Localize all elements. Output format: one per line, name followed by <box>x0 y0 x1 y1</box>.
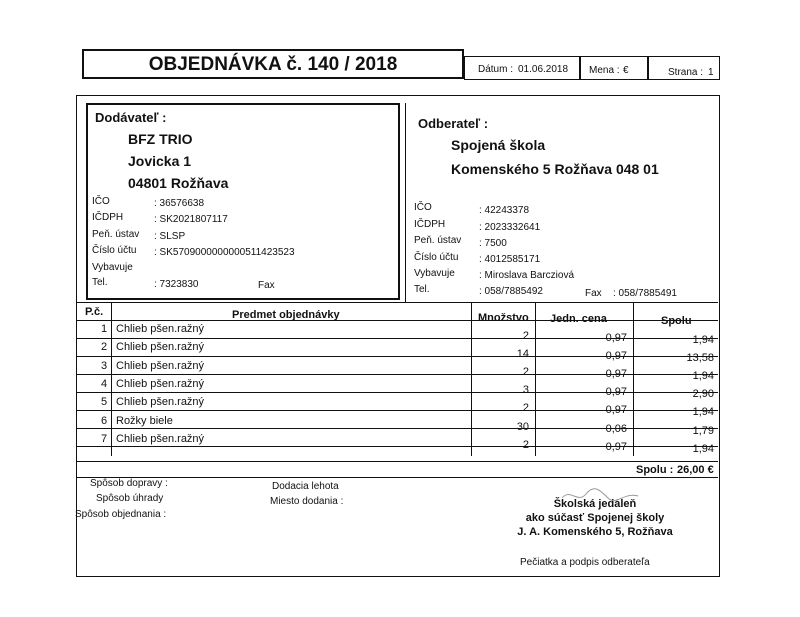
signature-label: Pečiatka a podpis odberateľa <box>520 557 650 568</box>
row-line <box>77 320 718 321</box>
supplier-field-label: Vybavuje <box>92 262 133 273</box>
col-line <box>111 302 112 456</box>
row-line <box>77 477 718 478</box>
row-number: 5 <box>101 396 108 408</box>
supplier-field-label: IČO <box>92 196 110 207</box>
col-header-qty: Množstvo <box>478 312 529 324</box>
transport-label: Spôsob dopravy : <box>90 478 168 489</box>
customer-field-label: Peň. ústav <box>414 235 462 246</box>
row-total: 1,94 <box>692 334 714 346</box>
row-number: 4 <box>101 378 108 390</box>
supplier-field-value: : 7323830 <box>154 279 199 290</box>
customer-name: Spojená škola <box>451 137 546 153</box>
row-number: 6 <box>101 415 108 427</box>
currency-value: € <box>623 65 629 76</box>
page-title: OBJEDNÁVKA č. 140 / 2018 <box>148 54 398 75</box>
supplier-field-value: : 36576638 <box>154 198 205 209</box>
row-unit-price: 0,97 <box>605 368 627 380</box>
row-unit-price: 0,97 <box>605 332 627 344</box>
row-unit-price: 0,97 <box>605 350 627 362</box>
supplier-street: Jovicka 1 <box>128 153 192 169</box>
customer-field-value: : 42243378 <box>479 205 530 216</box>
row-item-name: Chlieb pšen.ražný <box>116 341 205 353</box>
stamp-line: J. A. Komenského 5, Rožňava <box>517 526 673 538</box>
supplier-field-label: Peň. ústav <box>92 229 140 240</box>
row-item-name: Rožky biele <box>116 415 173 427</box>
payment-label: Spôsob úhrady <box>96 493 164 504</box>
row-quantity: 2 <box>522 439 529 451</box>
row-item-name: Chlieb pšen.ražný <box>116 396 205 408</box>
row-quantity: 30 <box>516 421 529 433</box>
supplier-name: BFZ TRIO <box>128 131 193 147</box>
row-number: 2 <box>101 341 108 353</box>
row-unit-price: 0,97 <box>605 386 627 398</box>
row-number: 1 <box>101 323 108 335</box>
customer-field-label: IČO <box>414 202 432 213</box>
currency-label: Mena : <box>589 65 620 76</box>
supplier-field-label: Číslo účtu <box>92 245 137 256</box>
supplier-field-label: Tel. <box>92 277 108 288</box>
sum-label: Spolu : <box>636 464 674 476</box>
supplier-heading: Dodávateľ : <box>95 110 167 125</box>
row-unit-price: 0,97 <box>605 441 627 453</box>
customer-fax-label: Fax <box>585 288 602 299</box>
row-total: 2,90 <box>692 388 714 400</box>
customer-box-divider <box>405 103 406 302</box>
row-unit-price: 0,97 <box>605 404 627 416</box>
supplier-field-value: : SK5709000000000511423523 <box>154 247 295 258</box>
customer-field-value: : Miroslava Barcziová <box>479 270 575 281</box>
customer-field-label: Vybavuje <box>414 268 455 279</box>
row-total: 1,79 <box>692 425 714 437</box>
col-header-pc: P.č. <box>85 306 104 318</box>
row-quantity: 2 <box>522 402 529 414</box>
row-total: 1,94 <box>692 406 714 418</box>
signature-scribble <box>560 484 640 506</box>
customer-fax-value: : 058/7885491 <box>613 288 677 299</box>
customer-address: Komenského 5 Rožňava 048 01 <box>451 161 659 177</box>
customer-field-value: : 7500 <box>479 238 507 249</box>
customer-field-value: : 058/7885492 <box>479 286 543 297</box>
row-total: 1,94 <box>692 370 714 382</box>
stamp-line: ako súčasť Spojenej školy <box>525 512 665 524</box>
date-label: Dátum : <box>478 64 514 75</box>
supplier-city: 04801 Rožňava <box>128 175 229 191</box>
row-quantity: 2 <box>522 366 529 378</box>
ordering-method-label: Spôsob objednania : <box>75 509 167 520</box>
col-header-total: Spolu <box>661 315 692 327</box>
section-divider <box>77 302 718 303</box>
row-total: 1,94 <box>692 443 714 455</box>
row-item-name: Chlieb pšen.ražný <box>116 433 205 445</box>
row-quantity: 3 <box>522 384 529 396</box>
row-unit-price: 0,06 <box>605 423 627 435</box>
row-line <box>77 461 718 462</box>
customer-field-value: : 4012585171 <box>479 254 541 265</box>
delivery-place-label: Miesto dodania : <box>270 496 344 507</box>
col-header-item: Predmet objednávky <box>232 309 340 321</box>
supplier-field-value: : SLSP <box>154 231 186 242</box>
customer-field-label: Tel. <box>414 284 430 295</box>
page-label: Strana : <box>668 67 704 78</box>
row-quantity: 14 <box>516 348 529 360</box>
customer-field-label: Číslo účtu <box>414 252 459 263</box>
supplier-field-value: : SK2021807117 <box>154 214 228 225</box>
customer-field-label: IČDPH <box>414 219 446 230</box>
date-value: 01.06.2018 <box>518 64 569 75</box>
customer-field-value: : 2023332641 <box>479 222 541 233</box>
row-total: 13,58 <box>686 352 714 364</box>
stamp-line: Školská jedáleň <box>553 498 637 510</box>
supplier-fax-label: Fax <box>258 280 275 291</box>
row-item-name: Chlieb pšen.ražný <box>116 323 205 335</box>
row-item-name: Chlieb pšen.ražný <box>116 360 205 372</box>
supplier-field-label: IČDPH <box>92 212 124 223</box>
row-number: 7 <box>101 433 108 445</box>
page-value: 1 <box>708 67 714 78</box>
delivery-time-label: Dodacia lehota <box>272 481 339 492</box>
row-quantity: 2 <box>522 330 529 342</box>
col-header-unit: Jedn. cena <box>550 313 607 325</box>
row-number: 3 <box>101 360 108 372</box>
customer-heading: Odberateľ : <box>418 116 489 131</box>
sum-value: 26,00 € <box>677 464 714 476</box>
row-item-name: Chlieb pšen.ražný <box>116 378 205 390</box>
